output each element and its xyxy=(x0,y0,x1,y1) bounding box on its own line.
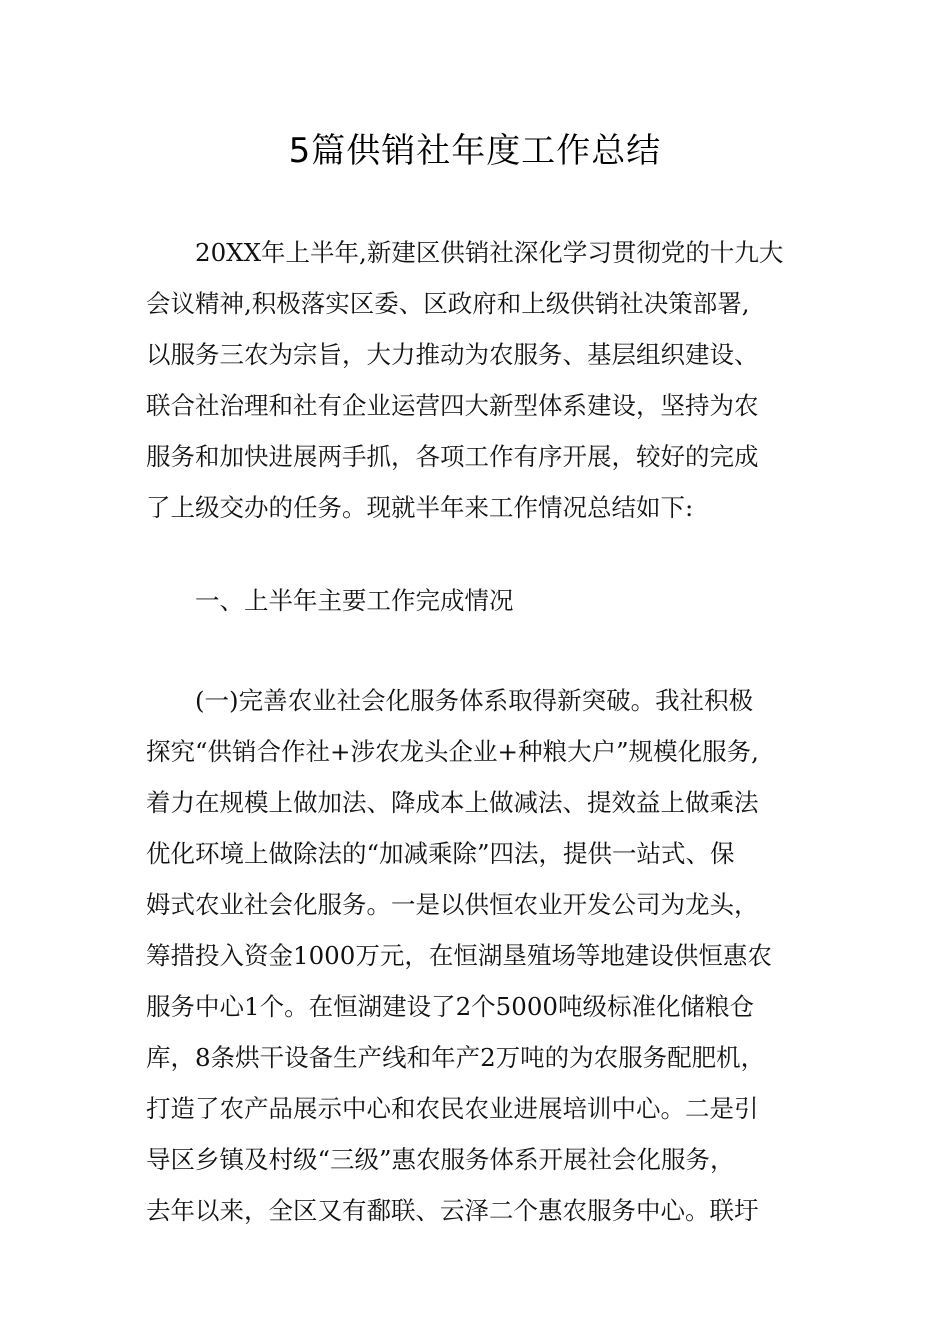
text-line: 20XX年上半年,新建区供销社深化学习贯彻党的十九大 xyxy=(195,238,784,267)
text-line: 优化环境上做除法的“加减乘除”四法，提供一站式、保 xyxy=(146,839,735,868)
section-heading xyxy=(146,575,806,626)
text-line: 以服务三农为宗旨，大力推动为农服务、基层组织建设、 xyxy=(146,340,759,369)
text-line: (一)完善农业社会化服务体系取得新突破。我社积极 xyxy=(195,686,754,715)
text-line: 导区乡镇及村级“三级”惠农服务体系开展社会化服务， xyxy=(146,1145,735,1174)
text-line: 姆式农业社会化服务。一是以供恒农业开发公司为龙头， xyxy=(146,890,759,919)
text-line: 服务中心1个。在恒湖建设了2个5000吨级标准化储粮仓 xyxy=(146,992,755,1021)
text-line: 了上级交办的任务。现就半年来工作情况总结如下: xyxy=(146,493,694,522)
text-line: 探究“供销合作社+涉农龙头企业+种粮大户”规模化服务, xyxy=(146,737,759,766)
text-line: 服务和加快进展两手抓，各项工作有序开展，较好的完成 xyxy=(146,442,759,471)
document-title: 5篇供销社年度工作总结 xyxy=(288,131,662,171)
text-line: 着力在规模上做加法、降成本上做减法、提效益上做乘法 xyxy=(146,788,759,817)
text-line: 会议精神,积极落实区委、区政府和上级供销社决策部署, xyxy=(146,289,750,318)
text-line: 去年以来，全区又有鄱联、云泽二个惠农服务中心。联圩 xyxy=(146,1196,759,1225)
text-line: 一、上半年主要工作完成情况 xyxy=(195,586,514,615)
text-line: 联合社治理和社有企业运营四大新型体系建设，坚持为农 xyxy=(146,391,759,420)
paragraph-service-system xyxy=(146,675,806,1236)
text-line: 打造了农产品展示中心和农民农业进展培训中心。二是引 xyxy=(146,1094,759,1123)
text-line: 库，8条烘干设备生产线和年产2万吨的为农服务配肥机， xyxy=(146,1043,766,1072)
paragraph-intro xyxy=(146,227,806,533)
text-line: 筹措投入资金1000万元，在恒湖垦殖场等地建设供恒惠农 xyxy=(146,941,772,970)
